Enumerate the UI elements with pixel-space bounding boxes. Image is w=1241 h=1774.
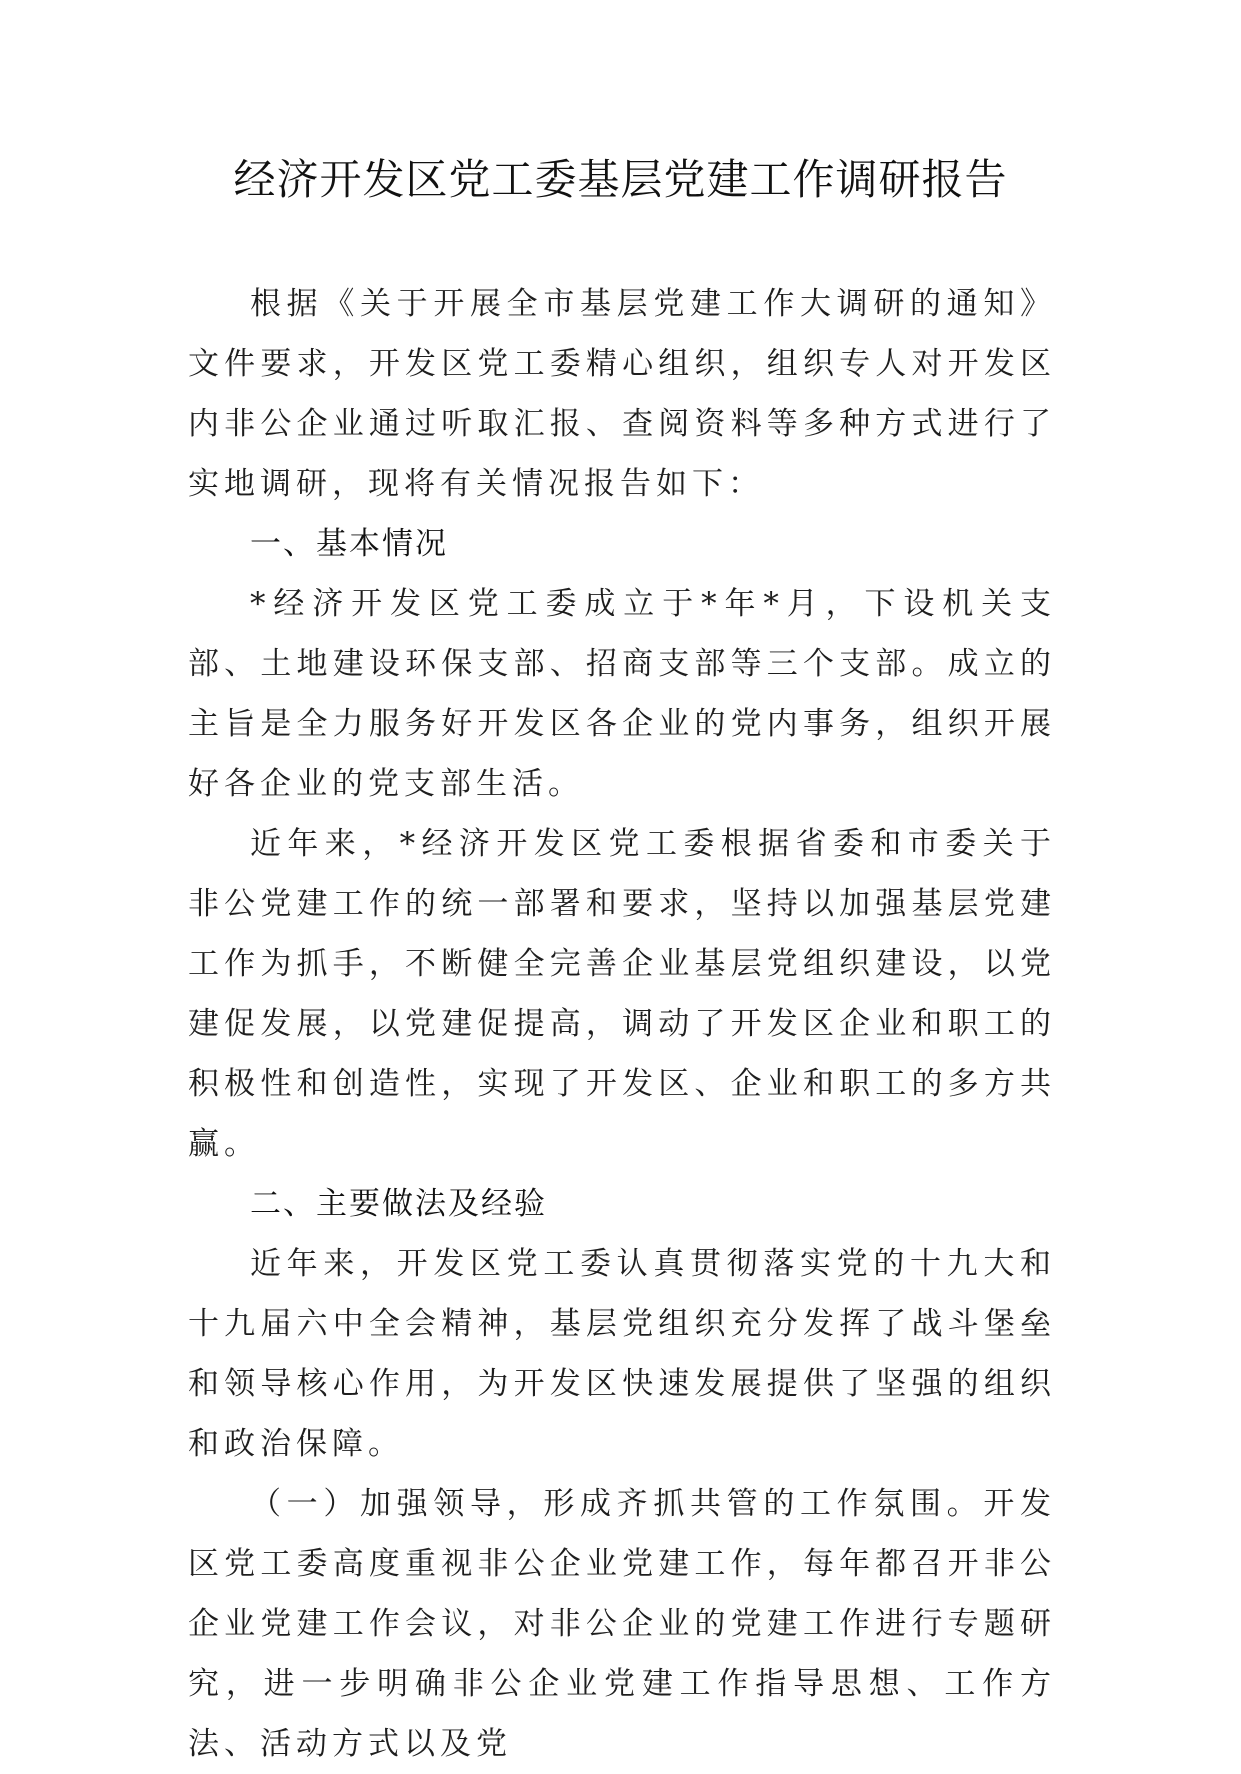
section-heading-basic-situation: 一、基本情况 bbox=[250, 526, 448, 562]
section-heading-practices: 二、主要做法及经验 bbox=[250, 1186, 547, 1222]
document-title: 经济开发区党工委基层党建工作调研报告 bbox=[233, 155, 1008, 204]
intro-paragraph: 根据《关于开展全市基层党建工作大调研的通知》文件要求，开发区党工委精心组织，组织专人对开发区内非公企业通过听取汇报、查阅资料等多种方式进行了实地调研，现将有关情况报告如下： bbox=[188, 286, 1056, 502]
paragraph-leadership: （一）加强领导，形成齐抓共管的工作氛围。开发区党工委高度重视非公企业党建工作，每年都召开非公企业党建工作会议，对非公企业的党建工作进行专题研究，进一步明确非公企业党建工作指导思想、工作方法、活动方式以及党 bbox=[188, 1486, 1056, 1762]
paragraph-implementation: 近年来，开发区党工委认真贯彻落实党的十九大和十九届六中全会精神，基层党组织充分发挥了战斗堡垒和领导核心作用，为开发区快速发展提供了坚强的组织和政治保障。 bbox=[188, 1246, 1056, 1462]
document-body bbox=[188, 274, 1056, 1774]
paragraph-establishment: *经济开发区党工委成立于*年*月，下设机关支部、土地建设环保支部、招商支部等三个支部。成立的主旨是全力服务好开发区各企业的党内事务，组织开展好各企业的党支部生活。 bbox=[188, 586, 1056, 802]
paragraph-recent-years: 近年来，*经济开发区党工委根据省委和市委关于非公党建工作的统一部署和要求，坚持以加强基层党建工作为抓手，不断健全完善企业基层党组织建设，以党建促发展，以党建促提高，调动了开发区企业和职工的积极性和创造性，实现了开发区、企业和职工的多方共赢。 bbox=[188, 826, 1056, 1162]
